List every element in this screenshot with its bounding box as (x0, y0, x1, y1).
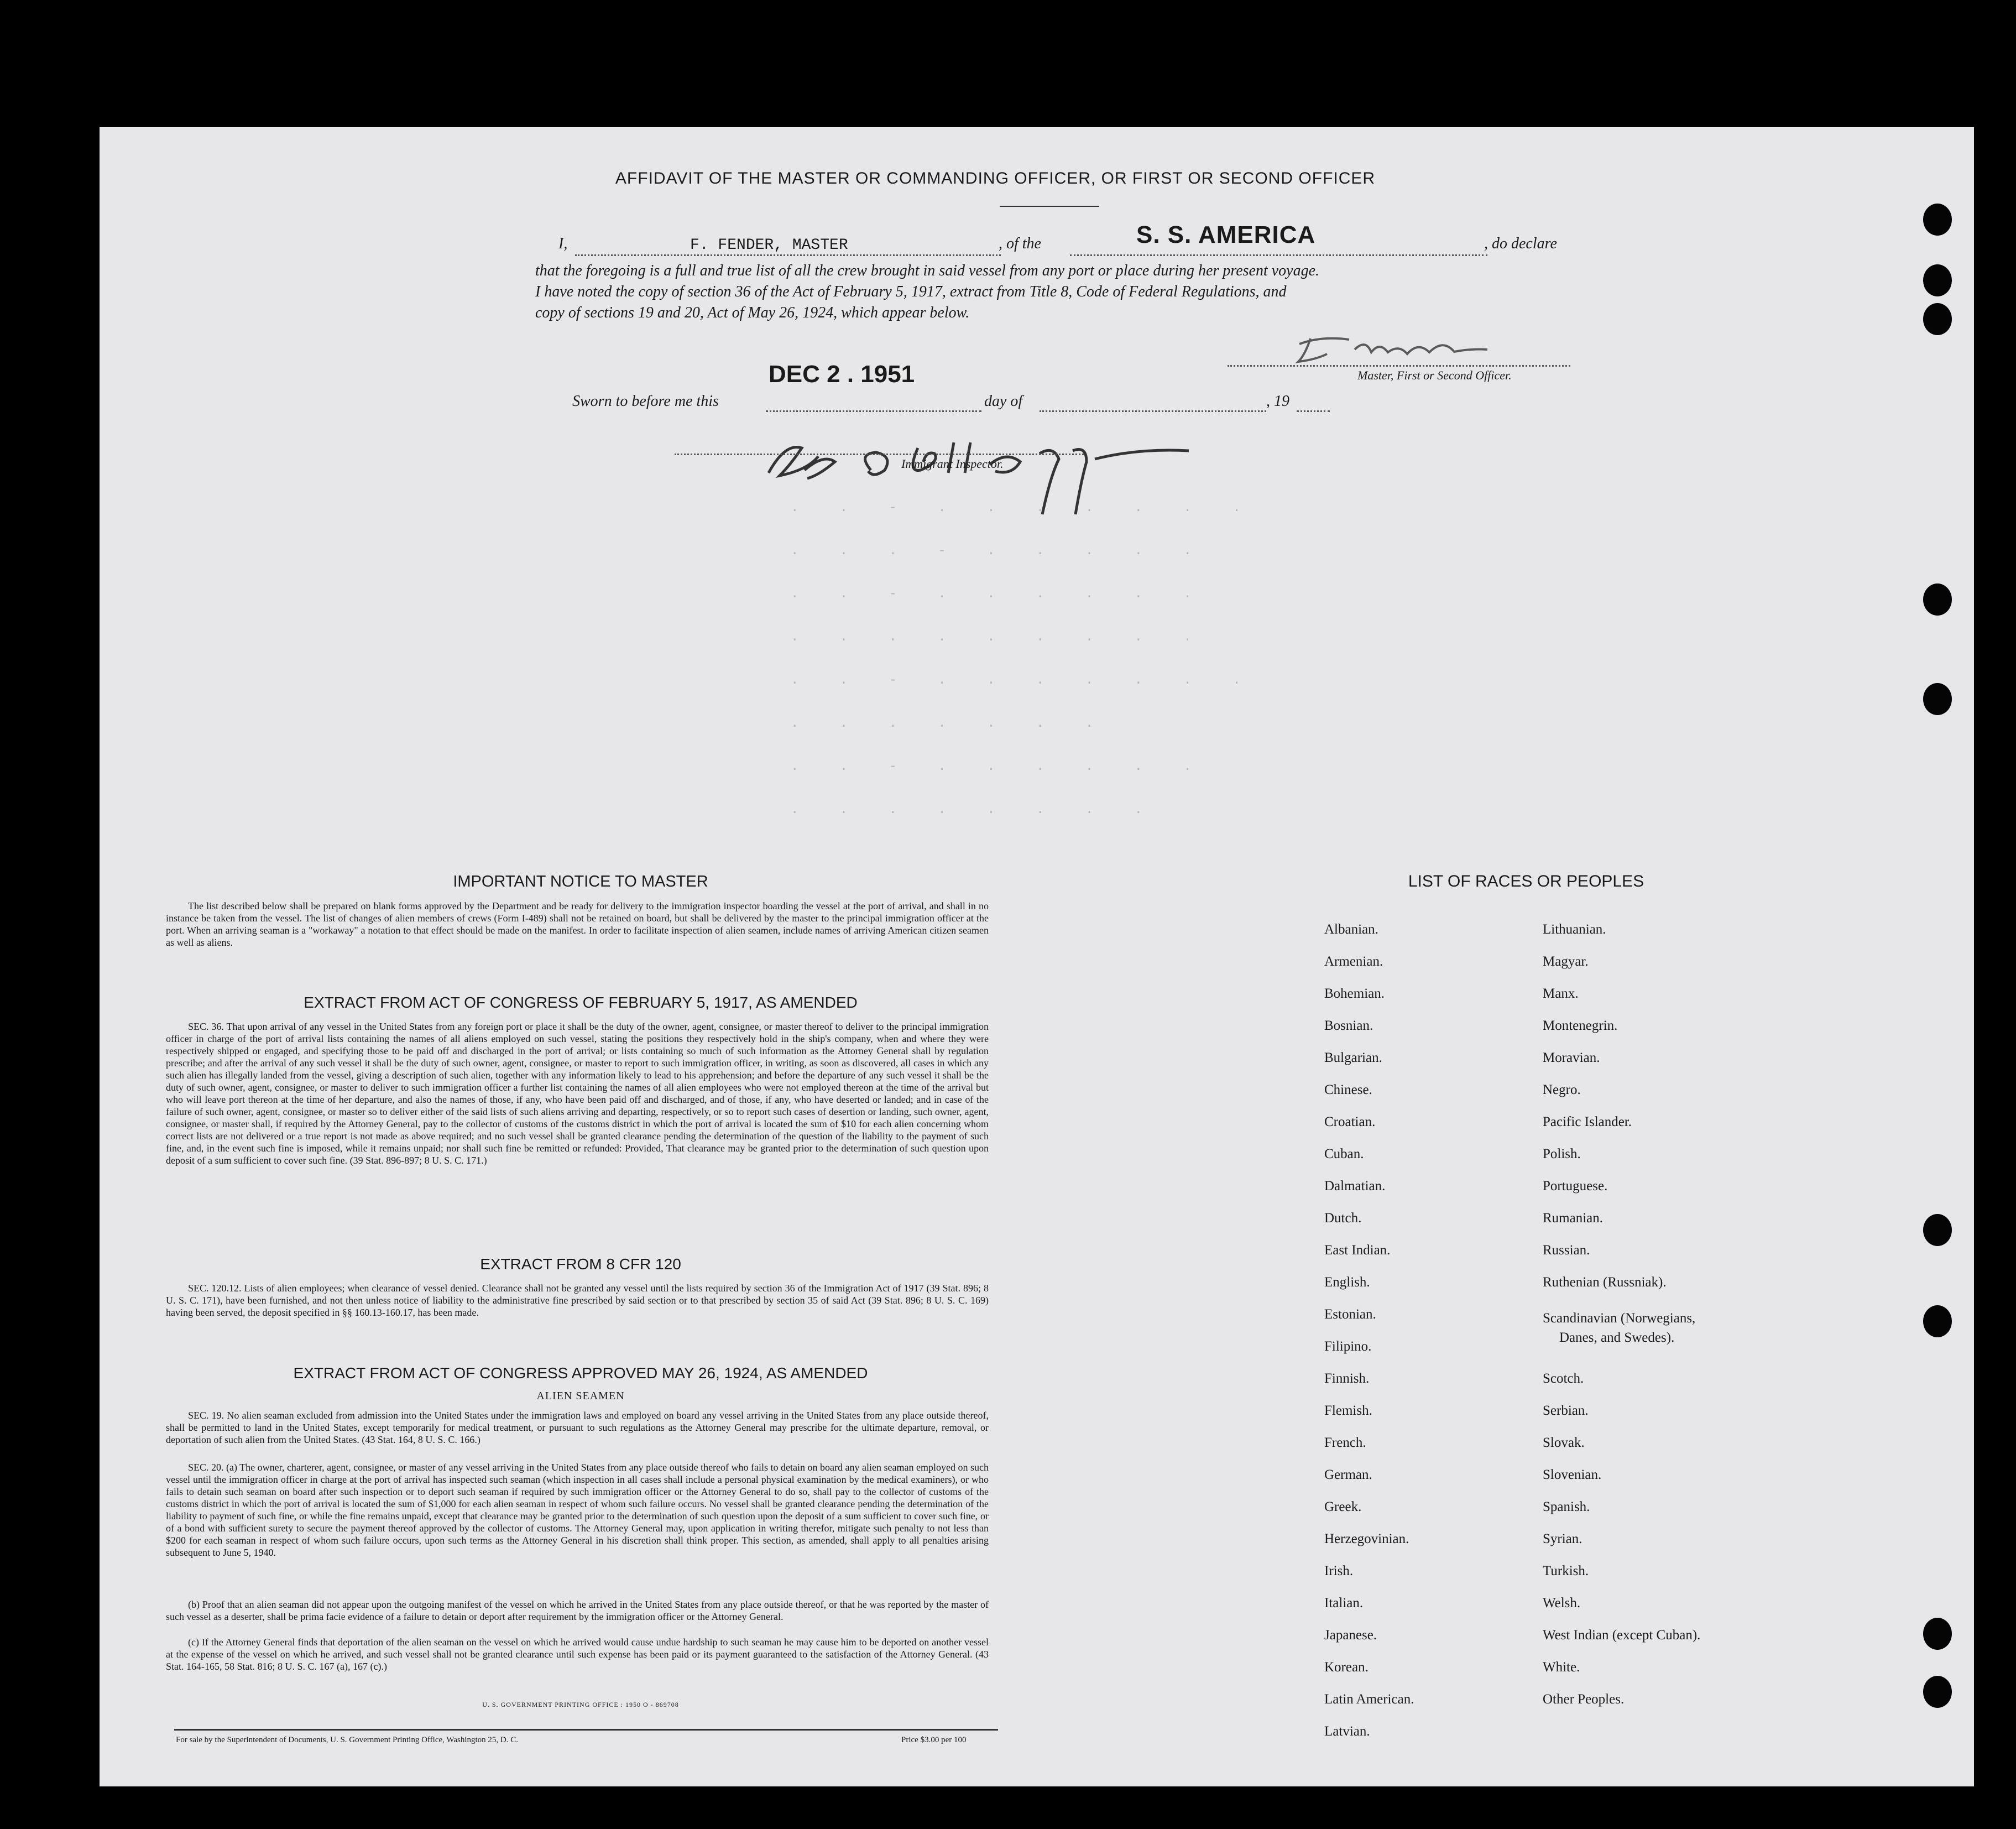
race-item: Serbian. (1543, 1403, 1589, 1418)
race-item: Scandinavian (Norwegians, (1543, 1311, 1696, 1326)
race-item: Russian. (1543, 1243, 1590, 1258)
race-item: Flemish. (1324, 1403, 1372, 1418)
race-item: Scotch. (1543, 1371, 1584, 1386)
punch-hole-icon (1923, 1676, 1952, 1708)
race-item: Portuguese. (1543, 1179, 1608, 1194)
race-item: Pacific Islander. (1543, 1114, 1632, 1129)
footer-rule (174, 1729, 998, 1731)
vessel-line (1070, 254, 1487, 256)
race-item: Latvian. (1324, 1724, 1370, 1739)
extract-1924-sec19: SEC. 19. No alien seaman excluded from admission into the United States under the immigration laws and employed on board any vessel arriving in the United States from any place outside thereof, shall be permitted to land in the United States, except temporarily for medical treatment, or pursuant to such regulations as the Attorney General may prescribe for the ultimate departure, removal, or deportation of such alien from the United States. (43 Stat. 164, 8 U. S. C. 166.) (166, 1410, 989, 1445)
gpo-imprint: U. S. GOVERNMENT PRINTING OFFICE : 1950 O - 869708 (482, 1701, 679, 1708)
extract-1924-heading: EXTRACT FROM ACT OF CONGRESS APPROVED MAY 26, 1924, AS AMENDED (293, 1364, 868, 1382)
race-item: English. (1324, 1275, 1370, 1290)
alien-seamen-subheading: ALIEN SEAMEN (536, 1390, 625, 1402)
punch-hole-icon (1923, 583, 1952, 616)
race-item: Lithuanian. (1543, 922, 1606, 937)
race-item: Estonian. (1324, 1307, 1376, 1322)
bleed-through-marks: . . - . . . . . . . . . . - . . . . . . . - . . . . . . . . . . . . . . . . . - . . . . . . . . . . . . . . . . - . . . . . . . . . . . . . . (791, 501, 1257, 817)
race-item: Korean. (1324, 1660, 1369, 1675)
race-item: Albanian. (1324, 922, 1378, 937)
race-item: Greek. (1324, 1499, 1362, 1514)
race-item: Slovenian. (1543, 1467, 1602, 1482)
of-the-label: , of the (999, 235, 1041, 252)
race-item: Danes, and Swedes). (1559, 1330, 1675, 1345)
race-item: Welsh. (1543, 1596, 1581, 1611)
affidavit-title: AFFIDAVIT OF THE MASTER OR COMMANDING OFFICER, OR FIRST OR SECOND OFFICER (615, 169, 1376, 187)
master-signature-line (1228, 365, 1570, 367)
race-item: German. (1324, 1467, 1372, 1482)
race-item: Spanish. (1543, 1499, 1590, 1514)
race-item: French. (1324, 1435, 1366, 1450)
race-item: Bulgarian. (1324, 1050, 1382, 1065)
race-item: Finnish. (1324, 1371, 1370, 1386)
race-item: Syrian. (1543, 1531, 1582, 1546)
extract-1924-sec20b: (b) Proof that an alien seaman did not appear upon the outgoing manifest of the vessel on which he arrived in the United States from any place outside thereof, or that he was reported by the master of such vessel as a deserter, shall be prima facie evidence of a failure to detain or deport after requirement by the immigration officer or the Attorney General. (166, 1599, 989, 1622)
extract-cfr-heading: EXTRACT FROM 8 CFR 120 (480, 1255, 681, 1273)
punch-hole-icon (1923, 1305, 1952, 1337)
race-item: Negro. (1543, 1082, 1581, 1097)
race-item: Polish. (1543, 1147, 1581, 1161)
race-item: Italian. (1324, 1596, 1364, 1611)
extract-1924-sec20c: (c) If the Attorney General finds that deportation of the alien seaman on the vessel on which he arrived would cause undue hardship to such seaman he may cause him to be deported on another vessel at the expense of the vessel on which he arrived, and such vessel shall not be granted clearance until such expense has been paid or its payment guaranteed to the satisfaction of the Attorney General. (43 Stat. 164-165, 58 Stat. 816; 8 U. S. C. 167 (a), 167 (c).) (166, 1637, 989, 1672)
affidavit-body-line-1: that the foregoing is a full and true list of all the crew brought in said vessel from any port or place during her present voyage. (535, 262, 1320, 279)
extract-1917-text: SEC. 36. That upon arrival of any vessel in the United States from any foreign port or place it shall be the duty of the owner, agent, consignee, or master thereof to deliver to the principal immigration officer in charge of the port of arrival lists containing the names of all aliens employed on such vessel, stating the positions they respectively hold in the ship's company, when and where they were respectively shipped or engaged, and specifying those to be paid off and discharged in the port of arrival; or lists containing so much of such information as the Attorney General shall by regulation prescribe; and after the arrival of any such vessel it shall be the duty of such owner, agent, consignee, or master to report to such immigration officer, in writing, as soon as discovered, all cases in which any such alien has illegally landed from the vessel, giving a description of such alien, together with any information likely to lead to his apprehension; and before the departure of any such vessel it shall be the duty of such owner, agent, consignee, or master to deliver to such immigration officer a further list containing the names of all alien employees who were not employed thereon at the time of the arrival but who will leave port thereon at the time of her departure, and also the names of those, if any, who have been paid off and discharged, and of those, if any, who have deserted or landed; and in case of the failure of such owner, agent, consignee, or master so to deliver either of the said lists of such aliens arriving and departing, respectively, or so to report such cases of desertion or landing, such owner, agent, consignee, or master shall, if required by the Attorney General, pay to the collector of customs of the customs district in which the port of arrival is located the sum of $10 for each alien concerning whom correct lists are not delivered or a true report is not made as above required; and no such vessel shall be granted clearance pending the determination of the question of the liability to the payment of such fine, and, in the event such fine is imposed, while it remains unpaid; nor shall such fine be remitted or refunded: Provided, That clearance may be granted prior to the determination of such question upon deposit of a sum sufficient to cover such fine. (39 Stat. 896-897; 8 U. S. C. 171.) (166, 1021, 989, 1166)
title-underline (1000, 206, 1099, 207)
race-item: Ruthenian (Russniak). (1543, 1275, 1667, 1290)
sworn-label: Sworn to before me this (572, 393, 719, 410)
race-item: Cuban. (1324, 1147, 1364, 1161)
race-item: Armenian. (1324, 954, 1383, 969)
race-item: Bohemian. (1324, 986, 1385, 1001)
affidavit-body-line-3: copy of sections 19 and 20, Act of May 26, 1924, which appear below. (535, 304, 970, 321)
punch-hole-icon (1923, 204, 1952, 236)
extract-1917-heading: EXTRACT FROM ACT OF CONGRESS OF FEBRUARY 5, 1917, AS AMENDED (304, 994, 858, 1011)
race-item: Magyar. (1543, 954, 1589, 969)
vessel-name: S. S. AMERICA (1136, 221, 1316, 248)
race-item: Rumanian. (1543, 1211, 1604, 1226)
race-item: Turkish. (1543, 1564, 1589, 1578)
race-item: White. (1543, 1660, 1580, 1675)
race-item: East Indian. (1324, 1243, 1391, 1258)
race-item: Japanese. (1324, 1628, 1377, 1643)
master-signature-caption: Master, First or Second Officer. (1357, 368, 1512, 382)
race-item: Dalmatian. (1324, 1179, 1386, 1194)
race-item: West Indian (except Cuban). (1543, 1628, 1701, 1643)
punch-hole-icon (1923, 683, 1952, 715)
race-item: Herzegovinian. (1324, 1531, 1409, 1546)
notice-heading: IMPORTANT NOTICE TO MASTER (453, 873, 708, 890)
race-item: Bosnian. (1324, 1018, 1373, 1033)
do-declare-label: , do declare (1484, 235, 1557, 252)
race-item: Filipino. (1324, 1339, 1372, 1354)
inspector-signature-line (675, 454, 1084, 455)
race-item: Latin American. (1324, 1692, 1414, 1707)
sworn-year-line (1297, 410, 1330, 412)
race-item: Moravian. (1543, 1050, 1600, 1065)
extract-cfr-text: SEC. 120.12. Lists of alien employees; when clearance of vessel denied. Clearance shall not be granted any vessel until the lists required by section 36 of the Immigration Act of 1917 (39 Stat. 896; 8 U. S. C. 171), have been furnished, and not then unless notice of liability to the administrative fine prescribed by said section or to that prescribed by section 35 of said Act (39 Stat. 896; 8 U. S. C. 169) having been served, the deposit specified in §§ 160.13-160.17, has been made. (166, 1283, 989, 1318)
race-item: Chinese. (1324, 1082, 1372, 1097)
punch-hole-icon (1923, 303, 1952, 335)
master-name: F. FENDER, MASTER (690, 237, 848, 254)
day-of-label: day of (984, 393, 1023, 410)
race-item: Manx. (1543, 986, 1579, 1001)
date-stamp: DEC 2 . 1951 (769, 361, 915, 388)
race-item: Slovak. (1543, 1435, 1585, 1450)
year-prefix: , 19 (1266, 393, 1289, 410)
punch-hole-icon (1923, 1618, 1952, 1650)
master-name-line (575, 254, 1001, 256)
race-item: Montenegrin. (1543, 1018, 1618, 1033)
extract-1924-sec20a: SEC. 20. (a) The owner, charterer, agent, consignee, or master of any vessel arriving in the United States from any place outside thereof who fails to detain on board any alien seaman employed on such vessel until the immigration officer in charge at the port of arrival has inspected such seaman (which inspection in all cases shall include a personal physical examination by the medical examiners), or who fails to detain such seaman on board after such inspection or to deport such seaman if required by such immigration officer or the Attorney General to do so, shall pay to the collector of customs of the customs district in which the port of arrival is located the sum of $1,000 for each alien seaman in respect of whom such failure occurs. No vessel shall be granted clearance pending the determination of the liability to payment of such fine, or while the fine remains unpaid, except that clearance may be granted prior to the determination of such question upon the deposit of a sum sufficient to cover such fine, or of a bond with sufficient surety to secure the payment thereof approved by the collector of customs. The Attorney General may, upon application in writing therefor, mitigate such penalty to not less than $200 for each seaman in respect of whom such failure occurs, upon such terms as the Attorney General in his discretion shall think proper. This section, as amended, shall apply to all penalties arising subsequent to June 5, 1940. (166, 1462, 989, 1558)
races-heading: LIST OF RACES OR PEOPLES (1408, 872, 1644, 890)
affidavit-pronoun: I, (558, 235, 568, 252)
race-item: Other Peoples. (1543, 1692, 1625, 1707)
affidavit-body-line-2: I have noted the copy of section 36 of the Act of February 5, 1917, extract from Title 8, Code of Federal Regulations, and (535, 283, 1287, 300)
race-item: Dutch. (1324, 1211, 1362, 1226)
price-note: Price $3.00 per 100 (901, 1736, 967, 1744)
punch-hole-icon (1923, 264, 1952, 296)
punch-hole-icon (1923, 1214, 1952, 1246)
for-sale-note: For sale by the Superintendent of Documents, U. S. Government Printing Office, Washington 25, D. C. (176, 1736, 518, 1744)
race-item: Irish. (1324, 1564, 1354, 1578)
inspector-caption: Immigrant Inspector. (901, 457, 1004, 471)
notice-text: The list described below shall be prepared on blank forms approved by the Department and be ready for delivery to the immigration inspector boarding the vessel at the port of arrival, and shall in no instance be taken from the vessel. The list of changes of alien members of crews (Form I-489) shall not be retained on board, but shall be delivered by the master to the principal immigration officer at the port. When an arriving seaman is a "workaway" a notation to that effect should be made on the manifest. In order to facilitate inspection of alien seamen, include names of arriving American citizen seamen as well as aliens. (166, 900, 989, 948)
race-item: Croatian. (1324, 1114, 1376, 1129)
